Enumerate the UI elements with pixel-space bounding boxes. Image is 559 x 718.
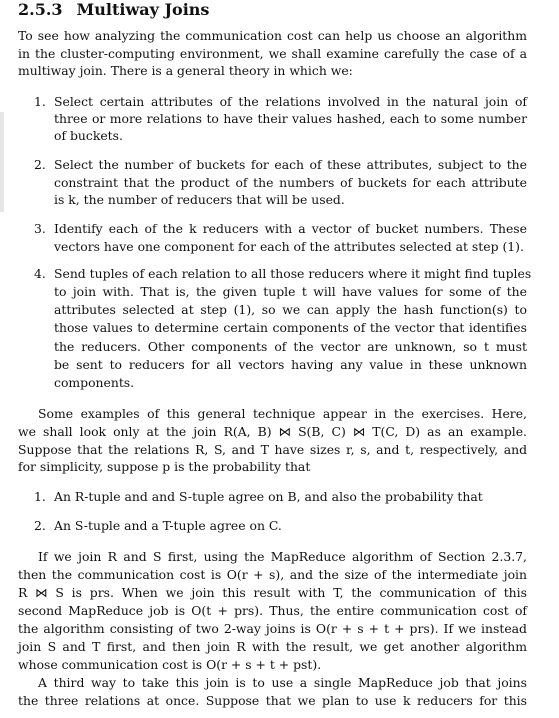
cost-line: second MapReduce job is O(t + prs). Thus, the entire communication cost of <box>18 603 527 618</box>
step-line: attributes selected at step (1), so we can apply the hash function(s) to <box>54 302 527 317</box>
section-number: 2.5.3 <box>18 0 63 19</box>
condition-number: 1. <box>34 489 46 504</box>
step-line: the reducers. Other components of the vector are unknown, so t must <box>54 339 527 354</box>
step-number: 4. <box>34 266 46 281</box>
third-way-line: A third way to take this join is to use a single MapReduce job that joins <box>38 675 527 690</box>
step-line: three or more relations to have their values hashed, each to some number <box>54 111 527 126</box>
cost-line: join S and T first, and then join R with the result, we get another algorithm <box>18 639 527 654</box>
intro-line: multiway join. There is a general theory in which we: <box>18 63 353 78</box>
cost-line: R ⋈ S is prs. When we join this result with T, the communication of this <box>18 585 527 600</box>
page-edge-shadow <box>0 112 4 212</box>
intro-line: To see how analyzing the communication cost can help us choose an algorithm <box>18 28 527 43</box>
cost-line: then the communication cost is O(r + s), and the size of the intermediate join <box>18 567 527 582</box>
step-line: Identify each of the k reducers with a vector of bucket numbers. These <box>54 221 527 236</box>
step-line: be sent to reducers for all vectors having any value in these unknown <box>54 357 527 372</box>
cost-line: whose communication cost is O(r + s + t + pst). <box>18 657 322 672</box>
step-number: 2. <box>34 157 46 172</box>
step-line: those values to determine certain components of the vector that identifies <box>54 320 527 335</box>
section-heading <box>18 0 209 20</box>
examples-line: Some examples of this general technique appear in the exercises. Here, <box>38 406 527 421</box>
step-line: Send tuples of each relation to all those reducers where it might find tuples <box>54 266 532 281</box>
condition-line: An R-tuple and and S-tuple agree on B, and also the probability that <box>54 489 483 504</box>
examples-line: we shall look only at the join R(A, B) ⋈ S(B, C) ⋈ T(C, D) as an example. <box>18 424 527 439</box>
step-line: to join with. That is, the given tuple t will have values for some of the <box>54 284 527 299</box>
step-line: Select the number of buckets for each of these attributes, subject to the <box>54 157 527 172</box>
cost-line: If we join R and S first, using the MapReduce algorithm of Section 2.3.7, <box>38 549 527 564</box>
step-line: is k, the number of reducers that will be used. <box>54 192 345 207</box>
step-number: 3. <box>34 221 46 236</box>
step-line: components. <box>54 375 135 390</box>
step-number: 1. <box>34 94 46 109</box>
intro-line: in the cluster-computing environment, we shall examine carefully the case of a <box>18 46 527 61</box>
section-title: Multiway Joins <box>76 0 210 19</box>
step-line: constraint that the product of the numbers of buckets for each attribute <box>54 175 527 190</box>
examples-line: Suppose that the relations R, S, and T have sizes r, s, and t, respectively, and <box>18 442 527 457</box>
examples-line: for simplicity, suppose p is the probability that <box>18 459 311 474</box>
step-line: Select certain attributes of the relations involved in the natural join of <box>54 94 527 109</box>
step-line: of buckets. <box>54 128 123 143</box>
condition-line: An S-tuple and a T-tuple agree on C. <box>54 518 282 533</box>
cost-line: the algorithm consisting of two 2-way joins is O(r + s + t + prs). If we instead <box>18 621 527 636</box>
step-line: vectors have one component for each of the attributes selected at step (1). <box>54 239 524 254</box>
condition-number: 2. <box>34 518 46 533</box>
third-way-line: the three relations at once. Suppose that we plan to use k reducers for this <box>18 693 527 708</box>
